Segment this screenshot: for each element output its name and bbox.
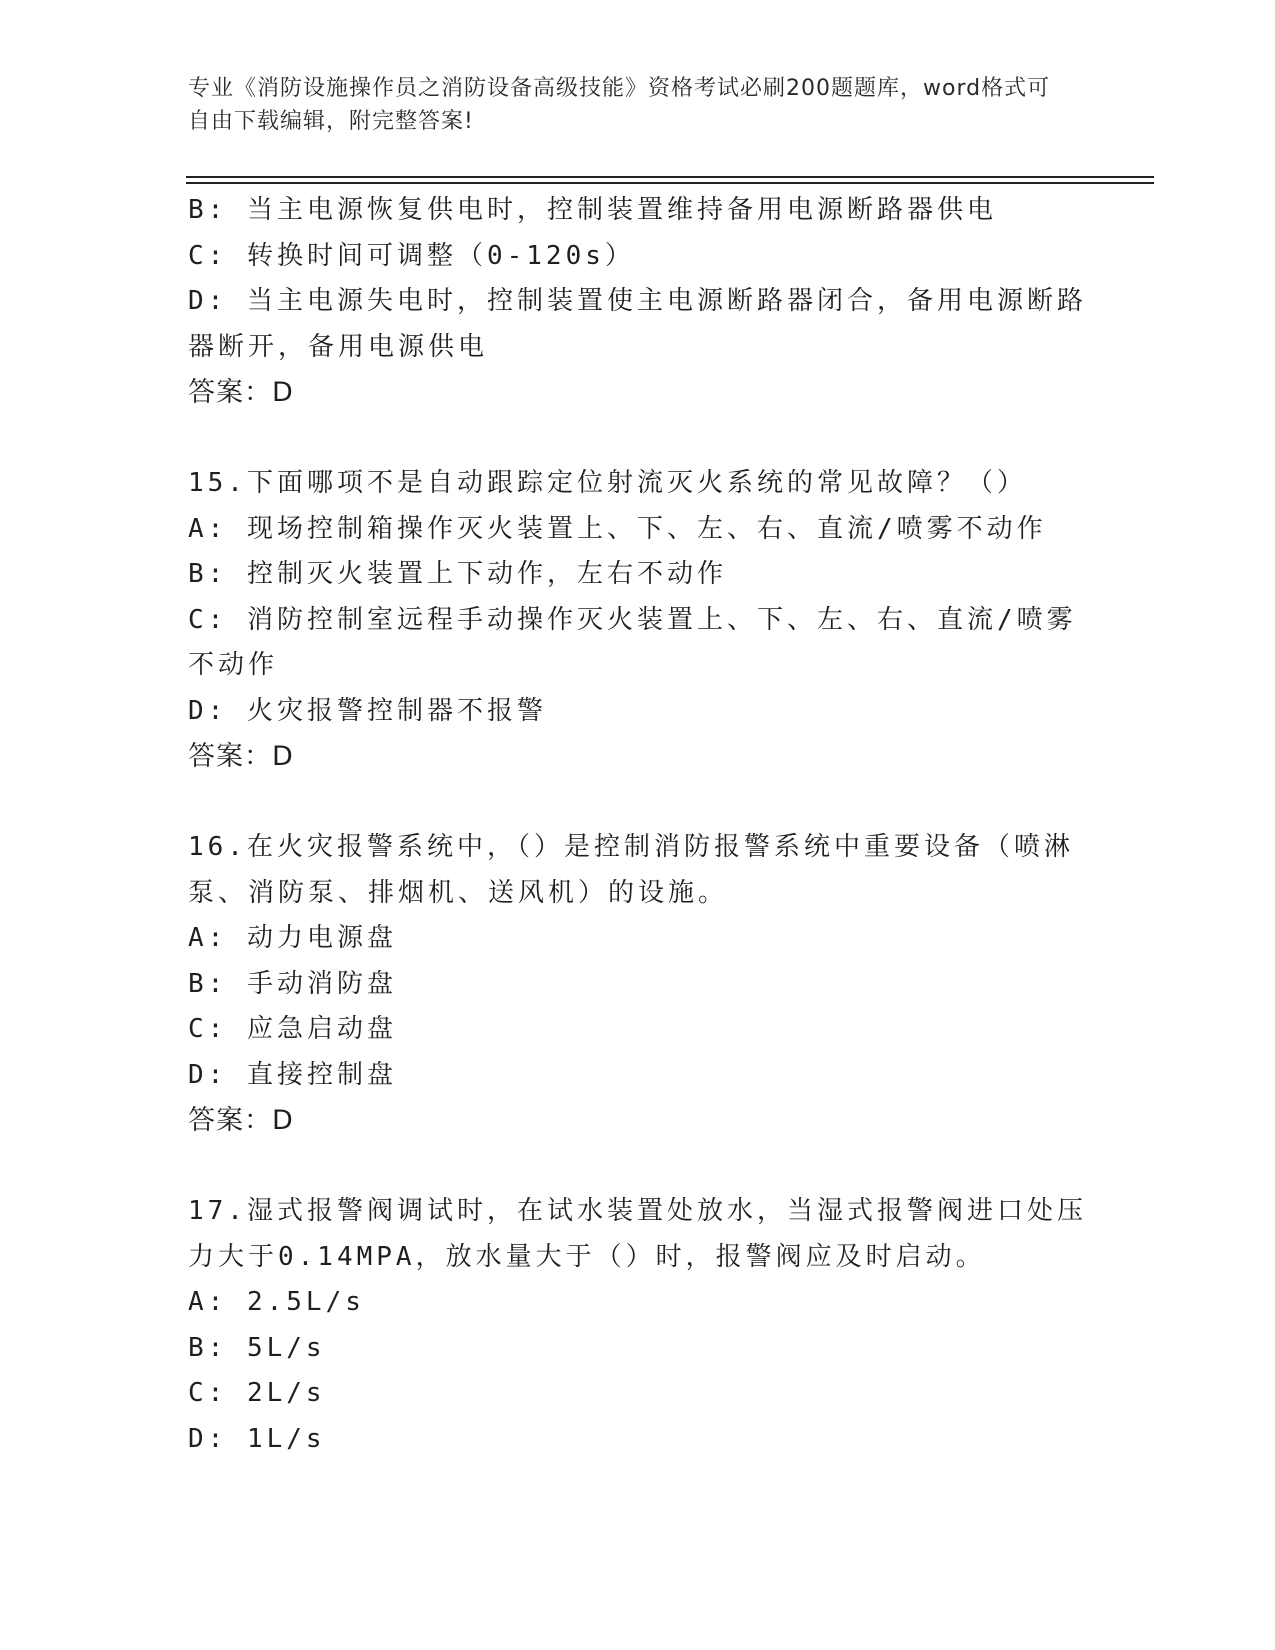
option-a: A: 动力电源盘 xyxy=(188,923,397,953)
question-16 xyxy=(188,825,1088,1144)
question-list xyxy=(188,188,1088,1462)
document-header: 专业《消防设施操作员之消防设备高级技能》资格考试必刷200题题库，word格式可自由下载编辑，附完整答案! xyxy=(188,76,1051,134)
answer-line: 答案：D xyxy=(188,377,294,408)
answer-line: 答案：D xyxy=(188,1105,294,1136)
header-rule-bottom xyxy=(186,182,1154,184)
question-17 xyxy=(188,1189,1088,1462)
option-b: B: 当主电源恢复供电时，控制装置维持备用电源断路器供电 xyxy=(188,195,997,225)
option-d: D: 1L/s xyxy=(188,1423,326,1454)
answer-line: 答案：D xyxy=(188,741,294,772)
option-a: A: 2.5L/s xyxy=(188,1287,365,1317)
option-b: B: 手动消防盘 xyxy=(188,968,397,999)
question-15 xyxy=(188,461,1088,780)
option-c: C: 2L/s xyxy=(188,1378,326,1408)
option-c: C: 转换时间可调整（0-120s） xyxy=(188,240,635,271)
header-rule-top xyxy=(186,176,1154,178)
option-c: C: 应急启动盘 xyxy=(188,1014,397,1044)
question-stem: 16.在火灾报警系统中，（）是控制消防报警系统中重要设备（喷淋泵、消防泵、排烟机、送风机）的设施。 xyxy=(188,832,1074,908)
question-stem: 17.湿式报警阀调试时，在试水装置处放水，当湿式报警阀进口处压力大于0.14MPA，放水量大于（）时，报警阀应及时启动。 xyxy=(188,1196,1087,1272)
question-stem: 15.下面哪项不是自动跟踪定位射流灭火系统的常见故障？（） xyxy=(188,468,1027,498)
option-b: B: 5L/s xyxy=(188,1332,326,1363)
option-d: D: 当主电源失电时，控制装置使主电源断路器闭合，备用电源断路器断开，备用电源供电 xyxy=(188,286,1087,362)
option-d: D: 火灾报警控制器不报警 xyxy=(188,695,547,726)
option-d: D: 直接控制盘 xyxy=(188,1059,397,1090)
option-b: B: 控制灭火装置上下动作，左右不动作 xyxy=(188,559,727,589)
option-a: A: 现场控制箱操作灭火装置上、下、左、右、直流/喷雾不动作 xyxy=(188,513,1047,544)
continued-question xyxy=(188,188,1088,416)
option-c: C: 消防控制室远程手动操作灭火装置上、下、左、右、直流/喷雾不动作 xyxy=(188,604,1077,680)
